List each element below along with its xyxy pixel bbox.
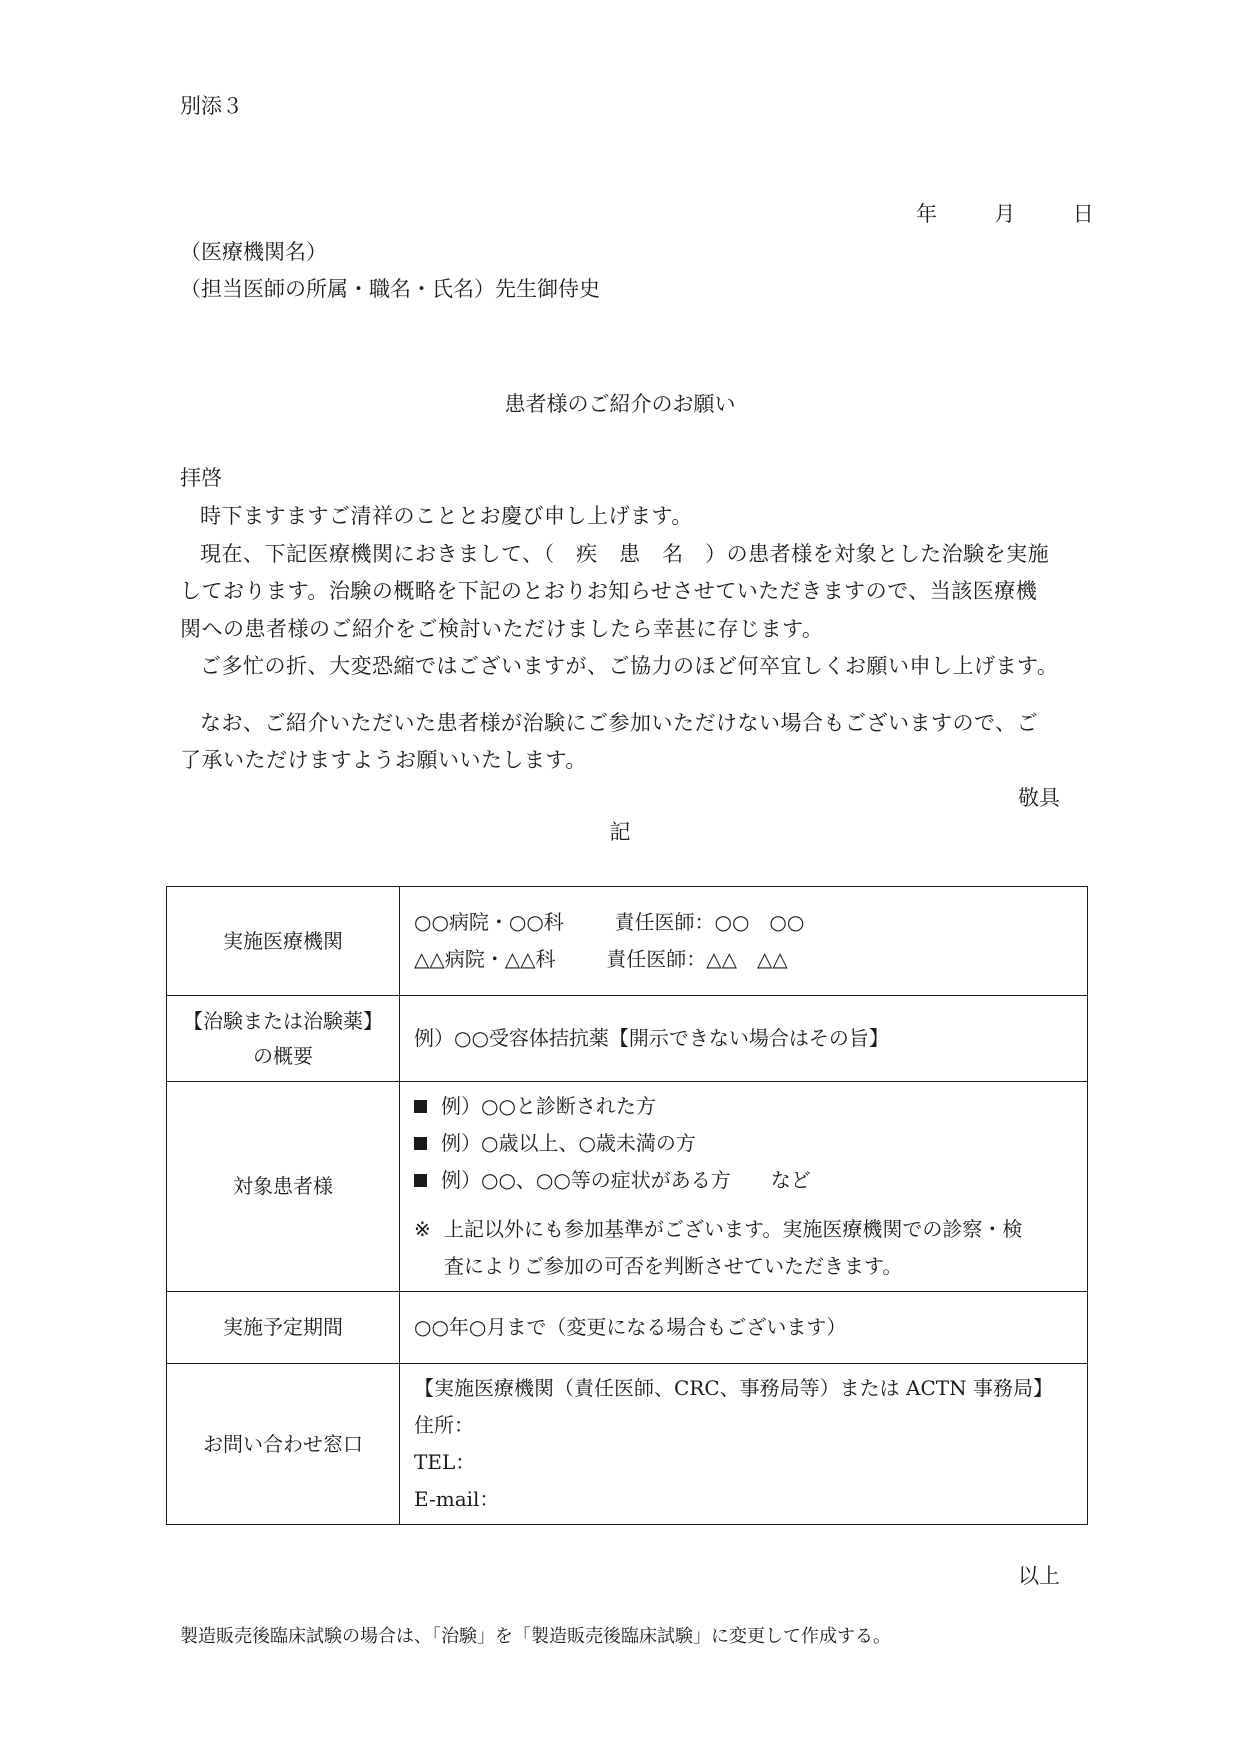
square-bullet-icon [414,1174,427,1187]
institution-value [400,887,1088,996]
patient-criterion: 例）○○と診断された方 [414,1088,1073,1125]
recipient-institution: （医療機関名） [180,240,327,264]
institution-label: 実施医療機関 [167,887,400,996]
institution-2-doctor: 責任医師：△△ △△ [606,947,788,971]
table-row-patients [167,1082,1088,1292]
attachment-label: 別添３ [180,94,243,118]
document-title: 患者様のご紹介のお願い [504,392,736,416]
table-row-institution [167,887,1088,996]
date-day: 日 [1072,202,1094,226]
patients-label: 対象患者様 [167,1082,400,1292]
patients-note-line-2: 査によりご参加の可否を判断させていただきます。 [444,1254,903,1278]
closing-ijou: 以上 [1018,1564,1060,1588]
contact-tel: TEL： [414,1450,476,1474]
table-row-overview [167,996,1088,1082]
body-paragraph-2-line-3: 関への患者様のご紹介をご検討いただけましたら幸甚に存じます。 [180,617,824,641]
contact-email: E-mail： [414,1487,500,1511]
square-bullet-icon [414,1137,427,1150]
greeting: 拝啓 [180,466,222,490]
period-label: 実施予定期間 [167,1292,400,1364]
closing-keigu: 敬具 [1018,786,1060,810]
date-line [916,198,1094,228]
body-paragraph-3: ご多忙の折、大変恐縮ではございますが、ご協力のほど何卒宜しくお願い申し上げます。 [200,654,1059,678]
patients-note [414,1211,1073,1285]
square-bullet-icon [414,1100,427,1113]
table-row-period [167,1292,1088,1364]
footnote: 製造販売後臨床試験の場合は、「治験」を「製造販売後臨床試験」に変更して作成する。 [180,1626,891,1647]
date-month: 月 [994,202,1016,226]
contact-value [400,1364,1088,1525]
body-paragraph-2-line-1: 現在、下記医療機関におきまして、（ 疾 患 名 ）の患者様を対象とした治験を実施 [200,542,1050,566]
overview-value: 例）○○受容体拮抗薬【開示できない場合はその旨】 [400,996,1088,1082]
date-year: 年 [916,202,937,226]
institution-2-name: △△病院・△△科 [414,947,556,971]
patient-criterion: 例）○歳以上、○歳未満の方 [414,1125,1073,1162]
patient-criterion: 例）○○、○○等の症状がある方 など [414,1162,1073,1199]
institution-1-doctor: 責任医師：○○ ○○ [614,910,805,934]
overview-label [167,996,400,1082]
contact-label: お問い合わせ窓口 [167,1364,400,1525]
contact-address: 住所： [414,1413,474,1437]
period-value: ○○年○月まで（変更になる場合もございます） [400,1292,1088,1364]
institution-1-name: ○○病院・○○科 [414,910,564,934]
body-paragraph-1: 時下ますますご清祥のこととお慶び申し上げます。 [200,504,693,528]
overview-label-line-1: 【治験または治験薬】 [183,1008,383,1033]
patients-value [400,1082,1088,1292]
ki-heading: 記 [609,820,631,844]
trial-info-table [166,886,1088,1525]
reference-mark-icon: ※ [414,1217,431,1241]
body-paragraph-2-line-2: しております。治験の概略を下記のとおりお知らせさせていただきますので、当該医療機 [180,579,1038,603]
table-row-contact [167,1364,1088,1525]
contact-heading: 【実施医療機関（責任医師、CRC、事務局等）または ACTN 事務局】 [414,1376,1053,1400]
recipient-doctor: （担当医師の所属・職名・氏名）先生御侍史 [180,277,600,301]
body-paragraph-4-line-2: 了承いただけますようお願いいたします。 [180,748,587,772]
body-paragraph-4-line-1: なお、ご紹介いただいた患者様が治験にご参加いただけない場合もございますので、ご [200,711,1039,735]
patients-note-line-1: 上記以外にも参加基準がございます。実施医療機関での診察・検 [444,1217,1023,1241]
overview-label-line-2: の概要 [253,1043,313,1068]
